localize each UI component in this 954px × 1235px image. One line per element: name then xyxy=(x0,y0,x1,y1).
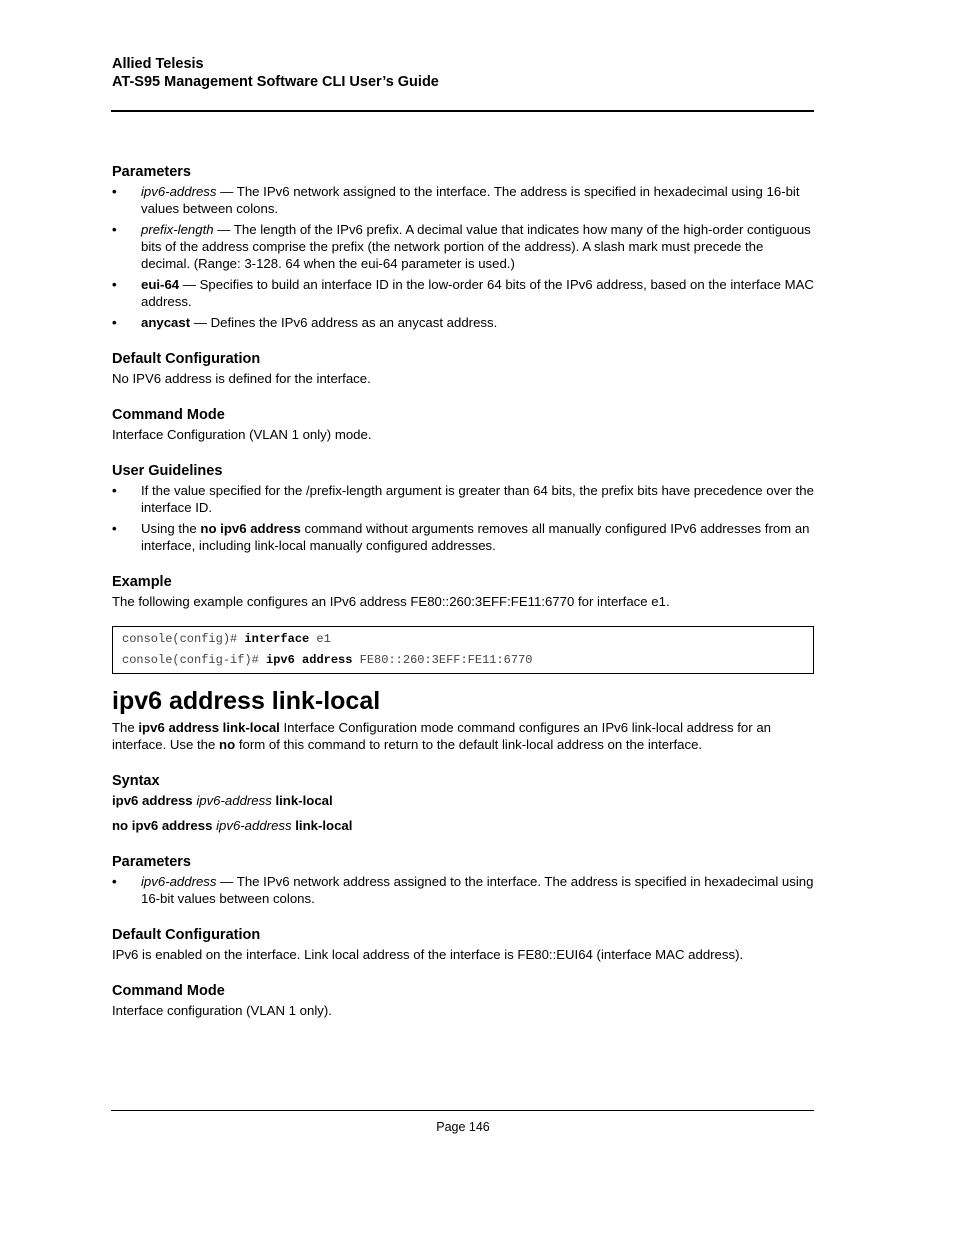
syntax-line: no ipv6 address ipv6-address link-local xyxy=(112,818,353,833)
param-term: ipv6-address xyxy=(141,184,217,199)
command-mode-heading: Command Mode xyxy=(112,983,225,999)
page-number: Page 146 xyxy=(436,1120,490,1134)
example-section xyxy=(112,573,814,674)
list-item xyxy=(112,183,814,217)
example-text: The following example configures an IPv6 address FE80::260:3EFF:FE11:6770 for interface e1. xyxy=(112,594,670,609)
list-item xyxy=(112,221,814,272)
syntax-heading: Syntax xyxy=(112,773,160,789)
user-guidelines-heading: User Guidelines xyxy=(112,463,223,479)
default-config-text: IPv6 is enabled on the interface. Link local address of the interface is FE80::EUI64 (interface MAC address). xyxy=(112,947,744,962)
command-title: ipv6 address link-local xyxy=(112,687,381,715)
page-header xyxy=(112,55,814,91)
footer-rule xyxy=(111,1110,814,1111)
parameters-heading: Parameters xyxy=(112,854,191,870)
param-term: anycast xyxy=(141,315,191,330)
parameters-section xyxy=(112,163,814,331)
command-mode-section xyxy=(112,406,814,443)
code-line: console(config-if)# ipv6 address FE80::260:3EFF:FE11:6770 xyxy=(122,652,533,667)
param-term: eui-64 xyxy=(141,277,180,292)
default-config-heading: Default Configuration xyxy=(112,351,261,367)
parameters-list xyxy=(112,183,814,331)
command-mode-section-2 xyxy=(112,982,814,1019)
param-desc: — Defines the IPv6 address as an anycast address. xyxy=(190,315,498,330)
page-content xyxy=(112,163,814,1019)
command-mode-heading: Command Mode xyxy=(112,407,225,423)
example-heading: Example xyxy=(112,574,172,590)
list-item: • ipv6-address — The IPv6 network address assigned to the interface. The address is specified in hexadecimal using 16-bit values between colons. xyxy=(112,873,814,907)
user-guidelines-section xyxy=(112,462,814,554)
command-intro: The ipv6 address link-local Interface Configuration mode command configures an IPv6 link-local address for an interface. Use the no form of this command to return to the default link-local address on the interface. xyxy=(112,720,771,752)
command-mode-text: Interface configuration (VLAN 1 only). xyxy=(112,1003,332,1018)
company-name: Allied Telesis xyxy=(112,56,204,72)
param-term: prefix-length xyxy=(141,222,214,237)
syntax-line: ipv6 address ipv6-address link-local xyxy=(112,793,333,808)
parameters-section-2 xyxy=(112,853,814,907)
command-mode-text: Interface Configuration (VLAN 1 only) mode. xyxy=(112,427,372,442)
default-config-section xyxy=(112,350,814,387)
guide-title: AT-S95 Management Software CLI User’s Guide xyxy=(112,74,439,90)
param-desc: — The length of the IPv6 prefix. A decimal value that indicates how many of the high-order contiguous bits of the address comprise the prefix (the network portion of the address). A slash mark must precede the decimal. (Range: 3-128. 64 when the eui-64 parameter is used.) xyxy=(141,222,811,271)
parameters-list xyxy=(112,873,814,907)
user-guidelines-list xyxy=(112,482,814,554)
default-config-text: No IPV6 address is defined for the interface. xyxy=(112,371,371,386)
default-config-heading: Default Configuration xyxy=(112,927,261,943)
syntax-section xyxy=(112,772,814,834)
param-desc: — The IPv6 network assigned to the interface. The address is specified in hexadecimal using 16-bit values between colons. xyxy=(141,184,800,216)
list-item: • If the value specified for the /prefix-length argument is greater than 64 bits, the prefix bits have precedence over the interface ID. xyxy=(112,482,814,516)
param-desc: — Specifies to build an interface ID in the low-order 64 bits of the IPv6 address, based on the interface MAC address. xyxy=(141,277,814,309)
default-config-section-2 xyxy=(112,926,814,963)
code-line: console(config)# interface e1 xyxy=(122,632,331,646)
list-item xyxy=(112,314,814,331)
header-rule xyxy=(111,110,814,112)
list-item: • Using the no ipv6 address command without arguments removes all manually configured IPv6 addresses from an interface, including link-local manually configured addresses. xyxy=(112,520,814,554)
code-block xyxy=(112,626,814,674)
parameters-heading: Parameters xyxy=(112,164,191,180)
list-item xyxy=(112,276,814,310)
